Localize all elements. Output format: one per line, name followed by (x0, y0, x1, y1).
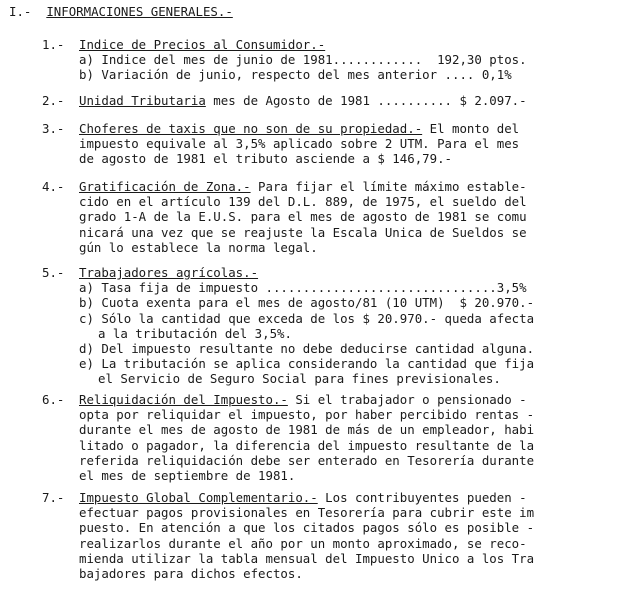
item-3-text: El monto del (422, 121, 520, 136)
item-number: 7.- (42, 490, 65, 505)
item-number: 4.- (42, 179, 65, 194)
item-5-line-c2: a la tributación del 3,5%. (98, 325, 292, 341)
item-2-tax-unit (42, 93, 624, 108)
item-7-line-6: bajadores para dichos efectos. (79, 565, 303, 581)
item-5-agricultural-workers (42, 265, 624, 387)
item-7-line-5: mienda utilizar la tabla mensual del Impuesto Unico a los Tra (79, 550, 535, 566)
item-6-line-3: durante el mes de agosto de 1981 de más de un empleador, habi (79, 422, 535, 438)
item-title: Reliquidación del Impuesto.- (79, 392, 288, 407)
item-5-line-b: b) Cuota exenta para el mes de agosto/81 (10 UTM) $ 20.970.- (79, 295, 535, 311)
item-6-line-2: opta por reliquidar el impuesto, por haber percibido rentas - (79, 407, 535, 423)
item-title: Gratificación de Zona.- (79, 179, 251, 194)
item-7-line-4: realizarlos durante el año por un monto aproximado, se reco- (79, 535, 527, 551)
item-6-tax-reliquidation (42, 392, 624, 483)
section-heading (9, 4, 233, 19)
item-5-line-e1: e) La tributación se aplica considerando la cantidad que fija (79, 356, 535, 372)
item-number: 2.- (42, 93, 65, 108)
item-3-line-3: de agosto de 1981 el tributo asciende a $ 146,79.- (79, 151, 452, 167)
item-1-consumer-price-index (42, 37, 624, 83)
item-7-line-2: efectuar pagos provisionales en Tesorería para cubrir este im (79, 505, 535, 521)
item-7-text: Los contribuyentes pueden - (317, 490, 527, 505)
item-title: Impuesto Global Complementario.- (79, 490, 318, 505)
item-title: Trabajadores agrícolas.- (79, 265, 259, 280)
item-4-line-3: grado 1-A de la E.U.S. para el mes de agosto de 1981 se comu (79, 209, 527, 225)
item-1-line-a: a) Indice del mes de junio de 1981............ 192,30 ptos. (79, 52, 527, 68)
item-title: Unidad Tributaria (79, 93, 206, 108)
item-6-text: Si el trabajador o pensionado - (287, 392, 527, 407)
item-6-line-6: el mes de septiembre de 1981. (79, 467, 296, 483)
item-6-line-4: litado o pagador, la diferencia del impuesto resultante de la (79, 437, 535, 453)
item-3-line-2: impuesto equivale al 3,5% aplicado sobre 2 UTM. Para el mes (79, 136, 520, 152)
item-4-line-5: gún lo establece la norma legal. (79, 239, 318, 255)
item-3-taxi-drivers (42, 121, 624, 167)
item-4-text: Para fijar el límite máximo estable- (250, 179, 527, 194)
item-5-line-a: a) Tasa fija de impuesto ...............................3,5% (79, 280, 527, 296)
item-7-global-complementary-tax (42, 490, 624, 581)
item-6-line-5: referida reliquidación debe ser enterado en Tesorería durante (79, 452, 535, 468)
section-number: I.- (9, 4, 32, 19)
item-4-zone-bonus (42, 179, 624, 255)
item-number: 1.- (42, 37, 65, 52)
item-5-line-c1: c) Sólo la cantidad que exceda de los $ 20.970.- queda afecta (79, 310, 535, 326)
item-number: 6.- (42, 392, 65, 407)
section-title: INFORMACIONES GENERALES.- (46, 4, 233, 19)
item-4-line-4: nicará una vez que se reajuste la Escala Unica de Sueldos se (79, 224, 527, 240)
item-number: 3.- (42, 121, 65, 136)
item-title: Indice de Precios al Consumidor.- (79, 37, 326, 52)
item-7-line-3: puesto. En atención a que los citados pagos sólo es posible - (79, 520, 535, 536)
item-1-line-b: b) Variación de junio, respecto del mes anterior .... 0,1% (79, 67, 512, 83)
item-title: Choferes de taxis que no son de su propiedad.- (79, 121, 423, 136)
item-5-line-d: d) Del impuesto resultante no debe deducirse cantidad alguna. (79, 340, 535, 356)
item-5-line-e2: el Servicio de Seguro Social para fines previsionales. (98, 371, 501, 387)
item-4-line-2: cido en el artículo 139 del D.L. 889, de 1975, el sueldo del (79, 194, 527, 210)
item-2-text: mes de Agosto de 1981 .......... $ 2.097.- (205, 93, 527, 108)
item-number: 5.- (42, 265, 65, 280)
